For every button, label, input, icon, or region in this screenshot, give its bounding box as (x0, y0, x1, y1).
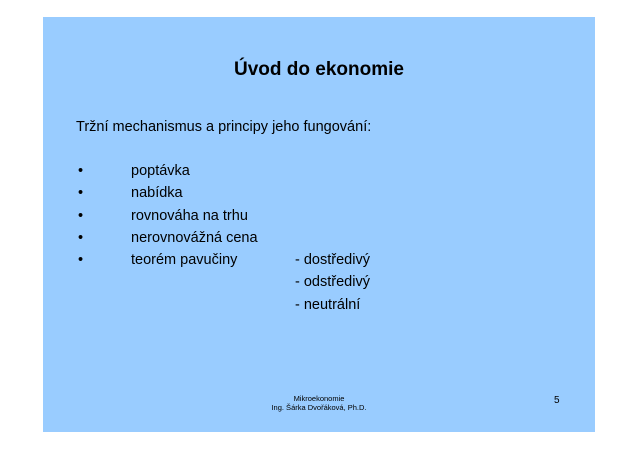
list-item-label: teorém pavučiny (131, 252, 238, 269)
footer-course: Mikroekonomie (293, 394, 345, 403)
slide (43, 17, 595, 432)
list-item-label: nerovnovážná cena (131, 229, 258, 246)
bullet-icon: • (78, 207, 84, 224)
sub-item-label: - dostředivý (295, 252, 370, 269)
list-item (43, 229, 595, 251)
list-item (43, 162, 595, 184)
list-item-label: rovnováha na trhu (131, 207, 248, 224)
bullet-list (43, 162, 595, 318)
sub-list-item (43, 273, 595, 295)
bullet-icon: • (78, 185, 84, 202)
list-item-label: nabídka (131, 185, 183, 202)
bullet-icon: • (78, 163, 84, 179)
slide-title: Úvod do ekonomie (234, 59, 404, 80)
sub-item-label: - neutrální (295, 296, 361, 313)
list-item (43, 207, 595, 229)
page-number: 5 (554, 395, 560, 406)
bullet-icon: • (78, 252, 84, 269)
list-item-label: poptávka (131, 163, 190, 179)
footer-author: Ing. Šárka Dvořáková, Ph.D. (271, 403, 367, 412)
bullet-icon: • (78, 229, 84, 246)
list-item (43, 184, 595, 206)
sub-item-label: - odstředivý (295, 274, 370, 291)
slide-footer (43, 394, 595, 412)
sub-list-item (43, 296, 595, 318)
intro-text: Tržní mechanismus a principy jeho fungování: (76, 119, 372, 135)
list-item (43, 251, 595, 273)
